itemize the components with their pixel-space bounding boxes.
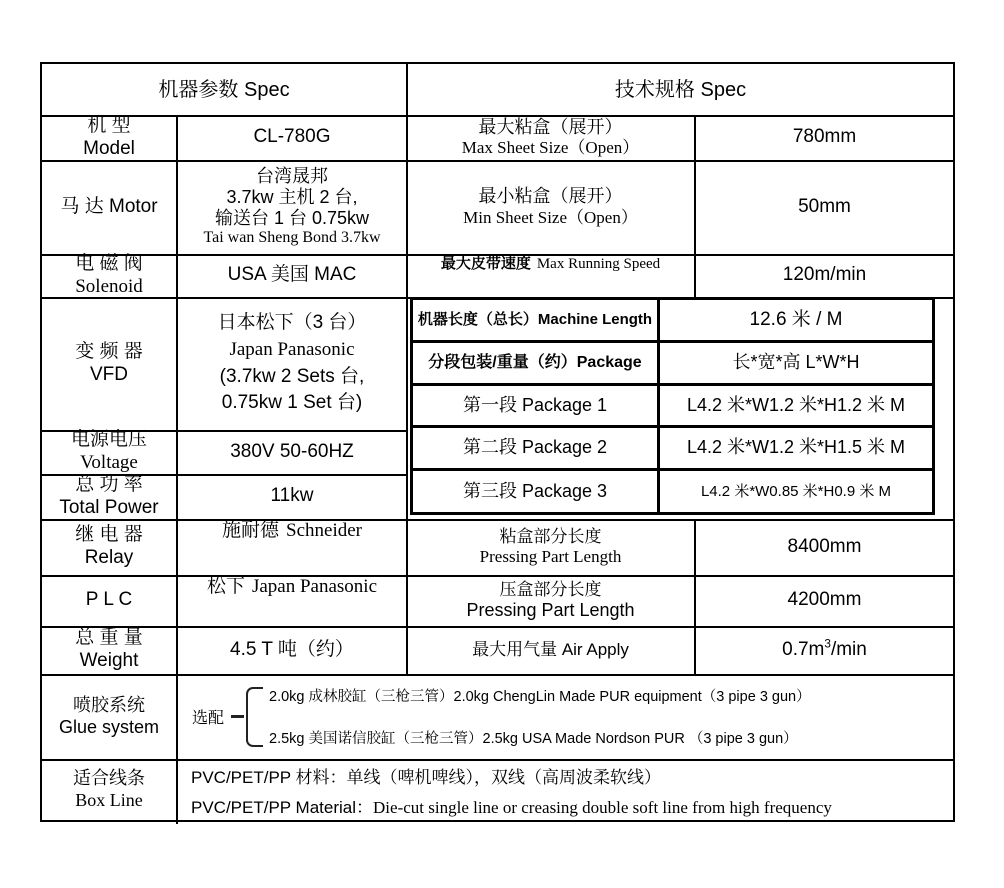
- motor-value-line2: 3.7kw 主机 2 台,: [226, 186, 358, 207]
- package-header-value-text: 长*宽*高 L*W*H: [732, 352, 860, 373]
- package-table: [410, 297, 935, 515]
- motor-label: [42, 161, 176, 253]
- total-power-label-zh: 总 功 率: [75, 473, 143, 495]
- relay-label-en: Relay: [84, 547, 134, 568]
- connector-line: [231, 715, 244, 718]
- package3-value: [660, 471, 932, 512]
- package-header-value: [660, 343, 932, 383]
- air-apply-name: [408, 627, 693, 673]
- min-sheet-value-text: 50mm: [798, 195, 851, 217]
- motor-value-line4: Tai wan Sheng Bond 3.7kw: [203, 229, 381, 247]
- pressing-press-name: [408, 576, 693, 625]
- plc-label: [42, 576, 176, 625]
- package2-name-text: 第二段 Package 2: [462, 437, 608, 458]
- weight-label-en: Weight: [79, 650, 139, 671]
- motor-label-text: 马 达 Motor: [60, 195, 158, 217]
- box-line-cell: [178, 760, 953, 820]
- voltage-label-en: Voltage: [80, 452, 138, 473]
- machine-length-value-text: 12.6 米 / M: [749, 308, 843, 330]
- glue-prefix: 选配: [192, 710, 225, 727]
- model-label: [42, 116, 176, 159]
- pressing-press-name-en: Pressing Part Length: [466, 599, 635, 620]
- voltage-value-text: 380V 50-60HZ: [230, 440, 354, 462]
- motor-value-line1: 台湾晟邦: [256, 165, 328, 186]
- solenoid-value: [178, 255, 406, 296]
- machine-length-name: [413, 300, 657, 340]
- model-label-en: Model: [83, 137, 135, 159]
- pressing-glue-name: [408, 520, 693, 574]
- voltage-value: [178, 431, 406, 473]
- header-params-title: 机器参数 Spec: [158, 78, 290, 101]
- package3-value-text: L4.2 米*W0.85 米*H0.9 米 M: [700, 482, 892, 500]
- spec-table: [40, 62, 955, 822]
- max-sheet-value: [696, 116, 953, 159]
- package3-name: [413, 471, 657, 512]
- relay-value-en: Schneider: [286, 520, 362, 541]
- glue-option-2: 2.5kg 美国诺信胶缸（三枪三管）2.5kg USA Made Nordson PUR （3 pipe 3 gun）: [269, 731, 798, 747]
- pressing-glue-name-zh: 粘盒部分长度: [499, 526, 602, 546]
- machine-length-name-text: 机器长度（总长）Machine Length: [417, 311, 653, 328]
- air-value-base: 0.7m: [782, 638, 825, 660]
- box-line-label-zh: 适合线条: [73, 768, 145, 789]
- vfd-label-en: VFD: [90, 363, 128, 385]
- vfd-value-line3: (3.7kw 2 Sets 台,: [219, 365, 365, 387]
- min-sheet-name-en: Min Sheet Size（Open）: [463, 207, 638, 227]
- vfd-value-line4: 0.75kw 1 Set 台): [221, 392, 363, 414]
- weight-label-zh: 总 重 量: [75, 627, 143, 649]
- bracket-shape: [246, 687, 263, 747]
- pressing-glue-value: [696, 520, 953, 574]
- vfd-label: [42, 298, 176, 429]
- solenoid-label: [42, 252, 176, 297]
- motor-value: [178, 161, 406, 253]
- total-power-label-en: Total Power: [59, 496, 159, 518]
- pressing-glue-value-text: 8400mm: [787, 535, 862, 557]
- max-sheet-name-zh: 最大粘盒（展开）: [478, 116, 623, 137]
- package-header-name-text: 分段包装/重量（约）Package: [428, 354, 642, 372]
- solenoid-label-en: Solenoid: [75, 275, 143, 297]
- model-value-text: CL-780G: [253, 126, 331, 148]
- plc-label-text: P L C: [85, 589, 133, 611]
- glue-label-en: Glue system: [58, 716, 160, 737]
- air-apply-name-text: 最大用气量 Air Apply: [472, 639, 629, 659]
- vfd-value-line1: 日本松下（3 台）: [217, 311, 367, 333]
- max-speed-name: [408, 255, 693, 296]
- max-sheet-value-text: 780mm: [792, 126, 857, 148]
- plc-value-en: Japan Panasonic: [251, 576, 378, 597]
- air-apply-value-text: [782, 639, 867, 662]
- relay-label: [42, 520, 176, 574]
- vfd-value-line2: Japan Panasonic: [229, 338, 355, 360]
- package1-value: [660, 386, 932, 425]
- vfd-label-zh: 变 频 器: [75, 340, 143, 362]
- relay-value-zh: 施耐德: [222, 520, 280, 541]
- voltage-label-zh: 电源电压: [70, 429, 147, 451]
- box-line-text-zh: PVC/PET/PP 材料：单线（啤机啤线），双线（高周波柔软线）: [191, 767, 662, 787]
- max-sheet-name-en: Max Sheet Size（Open）: [461, 138, 640, 158]
- max-speed-name-zh: 最大皮带速度: [440, 255, 531, 272]
- weight-label: [42, 627, 176, 673]
- relay-label-zh: 继 电 器: [75, 524, 143, 546]
- min-sheet-value: [696, 161, 953, 253]
- header-specs: [408, 64, 953, 115]
- total-power-value: [178, 475, 406, 518]
- max-sheet-name: [408, 116, 693, 159]
- box-line-label: [42, 760, 176, 820]
- glue-options-cell: [178, 675, 953, 758]
- max-speed-value-text: 120m/min: [782, 264, 867, 286]
- package2-value-text: L4.2 米*W1.2 米*H1.5 米 M: [686, 437, 906, 458]
- glue-label-zh: 喷胶系统: [73, 694, 145, 715]
- min-sheet-name-zh: 最小粘盒（展开）: [478, 186, 623, 206]
- package2-value: [660, 428, 932, 468]
- package3-name-text: 第三段 Package 3: [462, 480, 608, 501]
- vfd-value: [178, 298, 406, 429]
- total-power-value-text: 11kw: [270, 485, 314, 507]
- relay-value: [178, 520, 406, 574]
- box-line-en-prefix: PVC/PET/PP Material：: [191, 797, 374, 817]
- air-value-sup: 3: [824, 637, 831, 651]
- pressing-press-value-text: 4200mm: [787, 589, 862, 611]
- air-apply-value: [696, 627, 953, 673]
- package1-name: [413, 386, 657, 425]
- box-line-text-en: [191, 793, 832, 818]
- weight-value: [178, 627, 406, 673]
- pressing-press-value: [696, 576, 953, 625]
- air-value-unit: /min: [830, 638, 867, 660]
- package1-name-text: 第一段 Package 1: [462, 394, 608, 415]
- machine-length-value: [660, 300, 932, 340]
- package2-name: [413, 428, 657, 468]
- solenoid-value-text: USA 美国 MAC: [227, 264, 357, 286]
- min-sheet-name: [408, 161, 693, 253]
- pressing-glue-name-en: Pressing Part Length: [479, 547, 622, 566]
- weight-value-text: 4.5 T 吨（约）: [230, 638, 354, 660]
- glue-options: [269, 685, 811, 748]
- package1-value-text: L4.2 米*W1.2 米*H1.2 米 M: [686, 394, 906, 415]
- header-params: [42, 64, 406, 115]
- max-speed-name-en: Max Running Speed: [536, 256, 661, 272]
- header-specs-title: 技术规格 Spec: [614, 78, 747, 101]
- model-value: [178, 116, 406, 159]
- glue-label: [42, 675, 176, 758]
- motor-value-line3: 输送台 1 台 0.75kw: [214, 208, 370, 229]
- model-label-zh: 机 型: [87, 114, 131, 136]
- glue-option-1: 2.0kg 成林胶缸（三枪三管）2.0kg ChengLin Made PUR equipment（3 pipe 3 gun）: [269, 689, 811, 705]
- solenoid-label-zh: 电 磁 阀: [75, 252, 143, 274]
- voltage-label: [42, 431, 176, 473]
- total-power-label: [42, 475, 176, 518]
- plc-value-zh: 松下: [206, 576, 245, 597]
- pressing-press-name-zh: 压盒部分长度: [499, 579, 602, 599]
- box-line-label-en: Box Line: [75, 790, 143, 810]
- package-header-name: [413, 343, 657, 383]
- box-line-en-rest: Die-cut single line or creasing double soft line from high frequency: [373, 797, 832, 817]
- plc-value: [178, 576, 406, 625]
- max-speed-value: [696, 255, 953, 296]
